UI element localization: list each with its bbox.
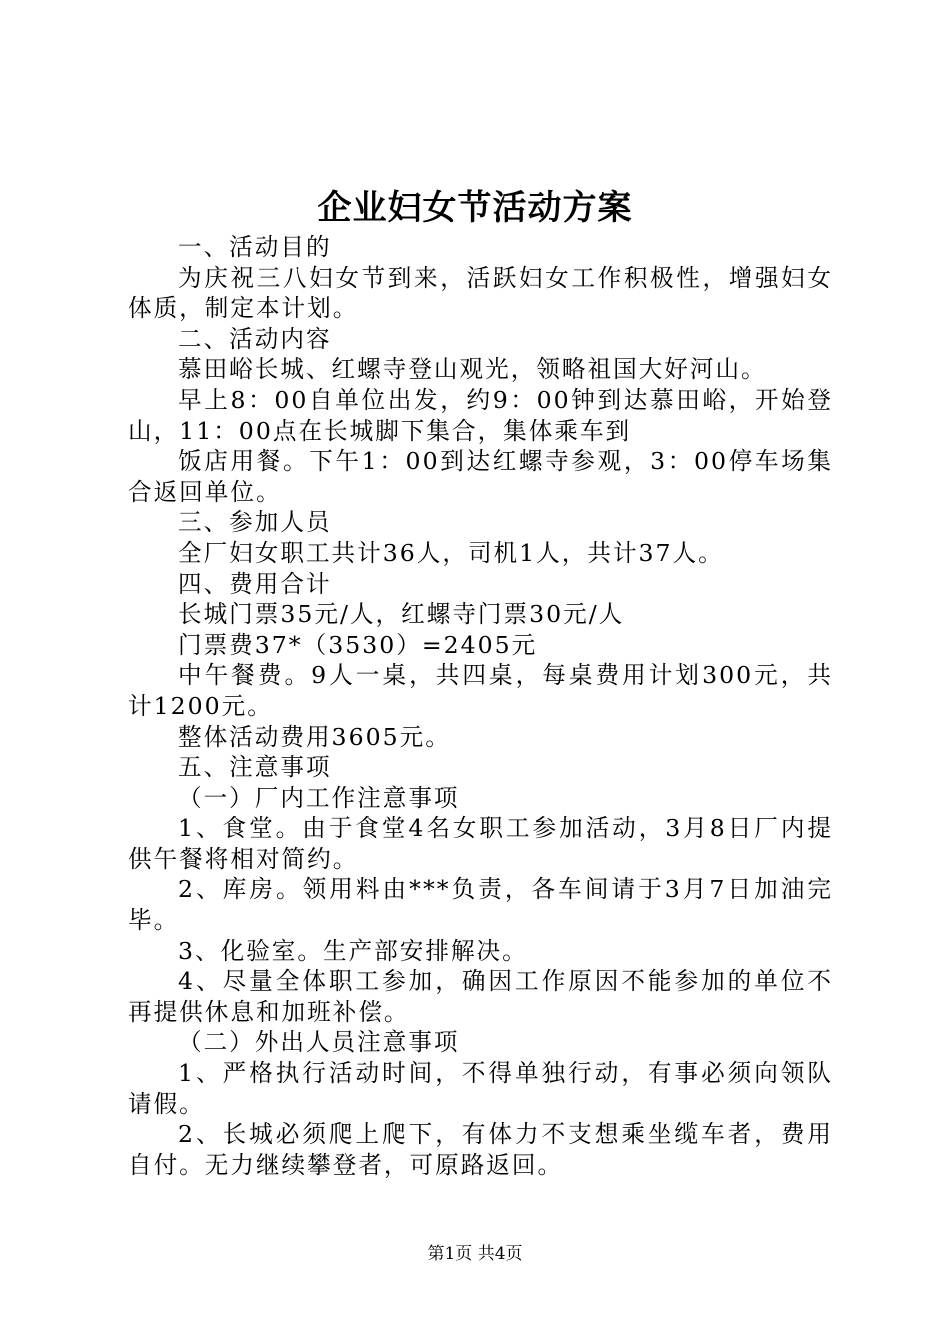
- list-item: 1、食堂。由于食堂4名女职工参加活动，3月8日厂内提供午餐将相对简约。: [128, 814, 833, 873]
- paragraph: 早上8：00自单位出发，约9：00钟到达慕田峪，开始登山，11：00点在长城脚下集合，集体乘车到: [128, 385, 833, 445]
- section-heading-purpose: 一、活动目的: [178, 233, 332, 261]
- page-number-footer: 第1页 共4页: [427, 1244, 523, 1264]
- section-heading-participants: 三、参加人员: [178, 508, 332, 537]
- paragraph: 为庆祝三八妇女节到来，活跃妇女工作积极性，增强妇女体质，制定本计划。: [128, 263, 833, 323]
- paragraph: 整体活动费用3605元。: [178, 722, 451, 751]
- section-heading-costs: 四、费用合计: [178, 569, 332, 598]
- subsection-heading-factory: （一）厂内工作注意事项: [178, 783, 460, 812]
- subsection-heading-outing: （二）外出人员注意事项: [178, 1028, 460, 1057]
- paragraph: 门票费37*（3530）=2405元: [178, 630, 538, 659]
- document-title: 企业妇女节活动方案: [317, 188, 633, 228]
- paragraph: 长城门票35元/人，红螺寺门票30元/人: [178, 600, 625, 629]
- document-body: [128, 232, 833, 1180]
- paragraph: 中午餐费。9人一桌，共四桌，每桌费用计划300元，共计1200元。: [128, 661, 833, 720]
- section-heading-content: 二、活动内容: [178, 324, 332, 353]
- list-item: 4、尽量全体职工参加，确因工作原因不能参加的单位不再提供休息和加班补偿。: [128, 967, 833, 1026]
- section-heading-notes: 五、注意事项: [178, 753, 332, 782]
- paragraph: 慕田峪长城、红螺寺登山观光，领略祖国大好河山。: [178, 355, 767, 384]
- list-item: 1、严格执行活动时间，不得单独行动，有事必须向领队请假。: [128, 1059, 833, 1118]
- list-item: 2、库房。领用料由***负责，各车间请于3月7日加油完毕。: [128, 875, 833, 935]
- paragraph: 饭店用餐。下午1：00到达红螺寺参观，3：00停车场集合返回单位。: [128, 447, 833, 506]
- list-item: 2、长城必须爬上爬下，有体力不支想乘坐缆车者，费用自付。无力继续攀登者，可原路返回。: [128, 1120, 833, 1179]
- paragraph: 全厂妇女职工共计36人，司机1人，共计37人。: [178, 538, 724, 567]
- list-item: 3、化验室。生产部安排解决。: [178, 936, 528, 965]
